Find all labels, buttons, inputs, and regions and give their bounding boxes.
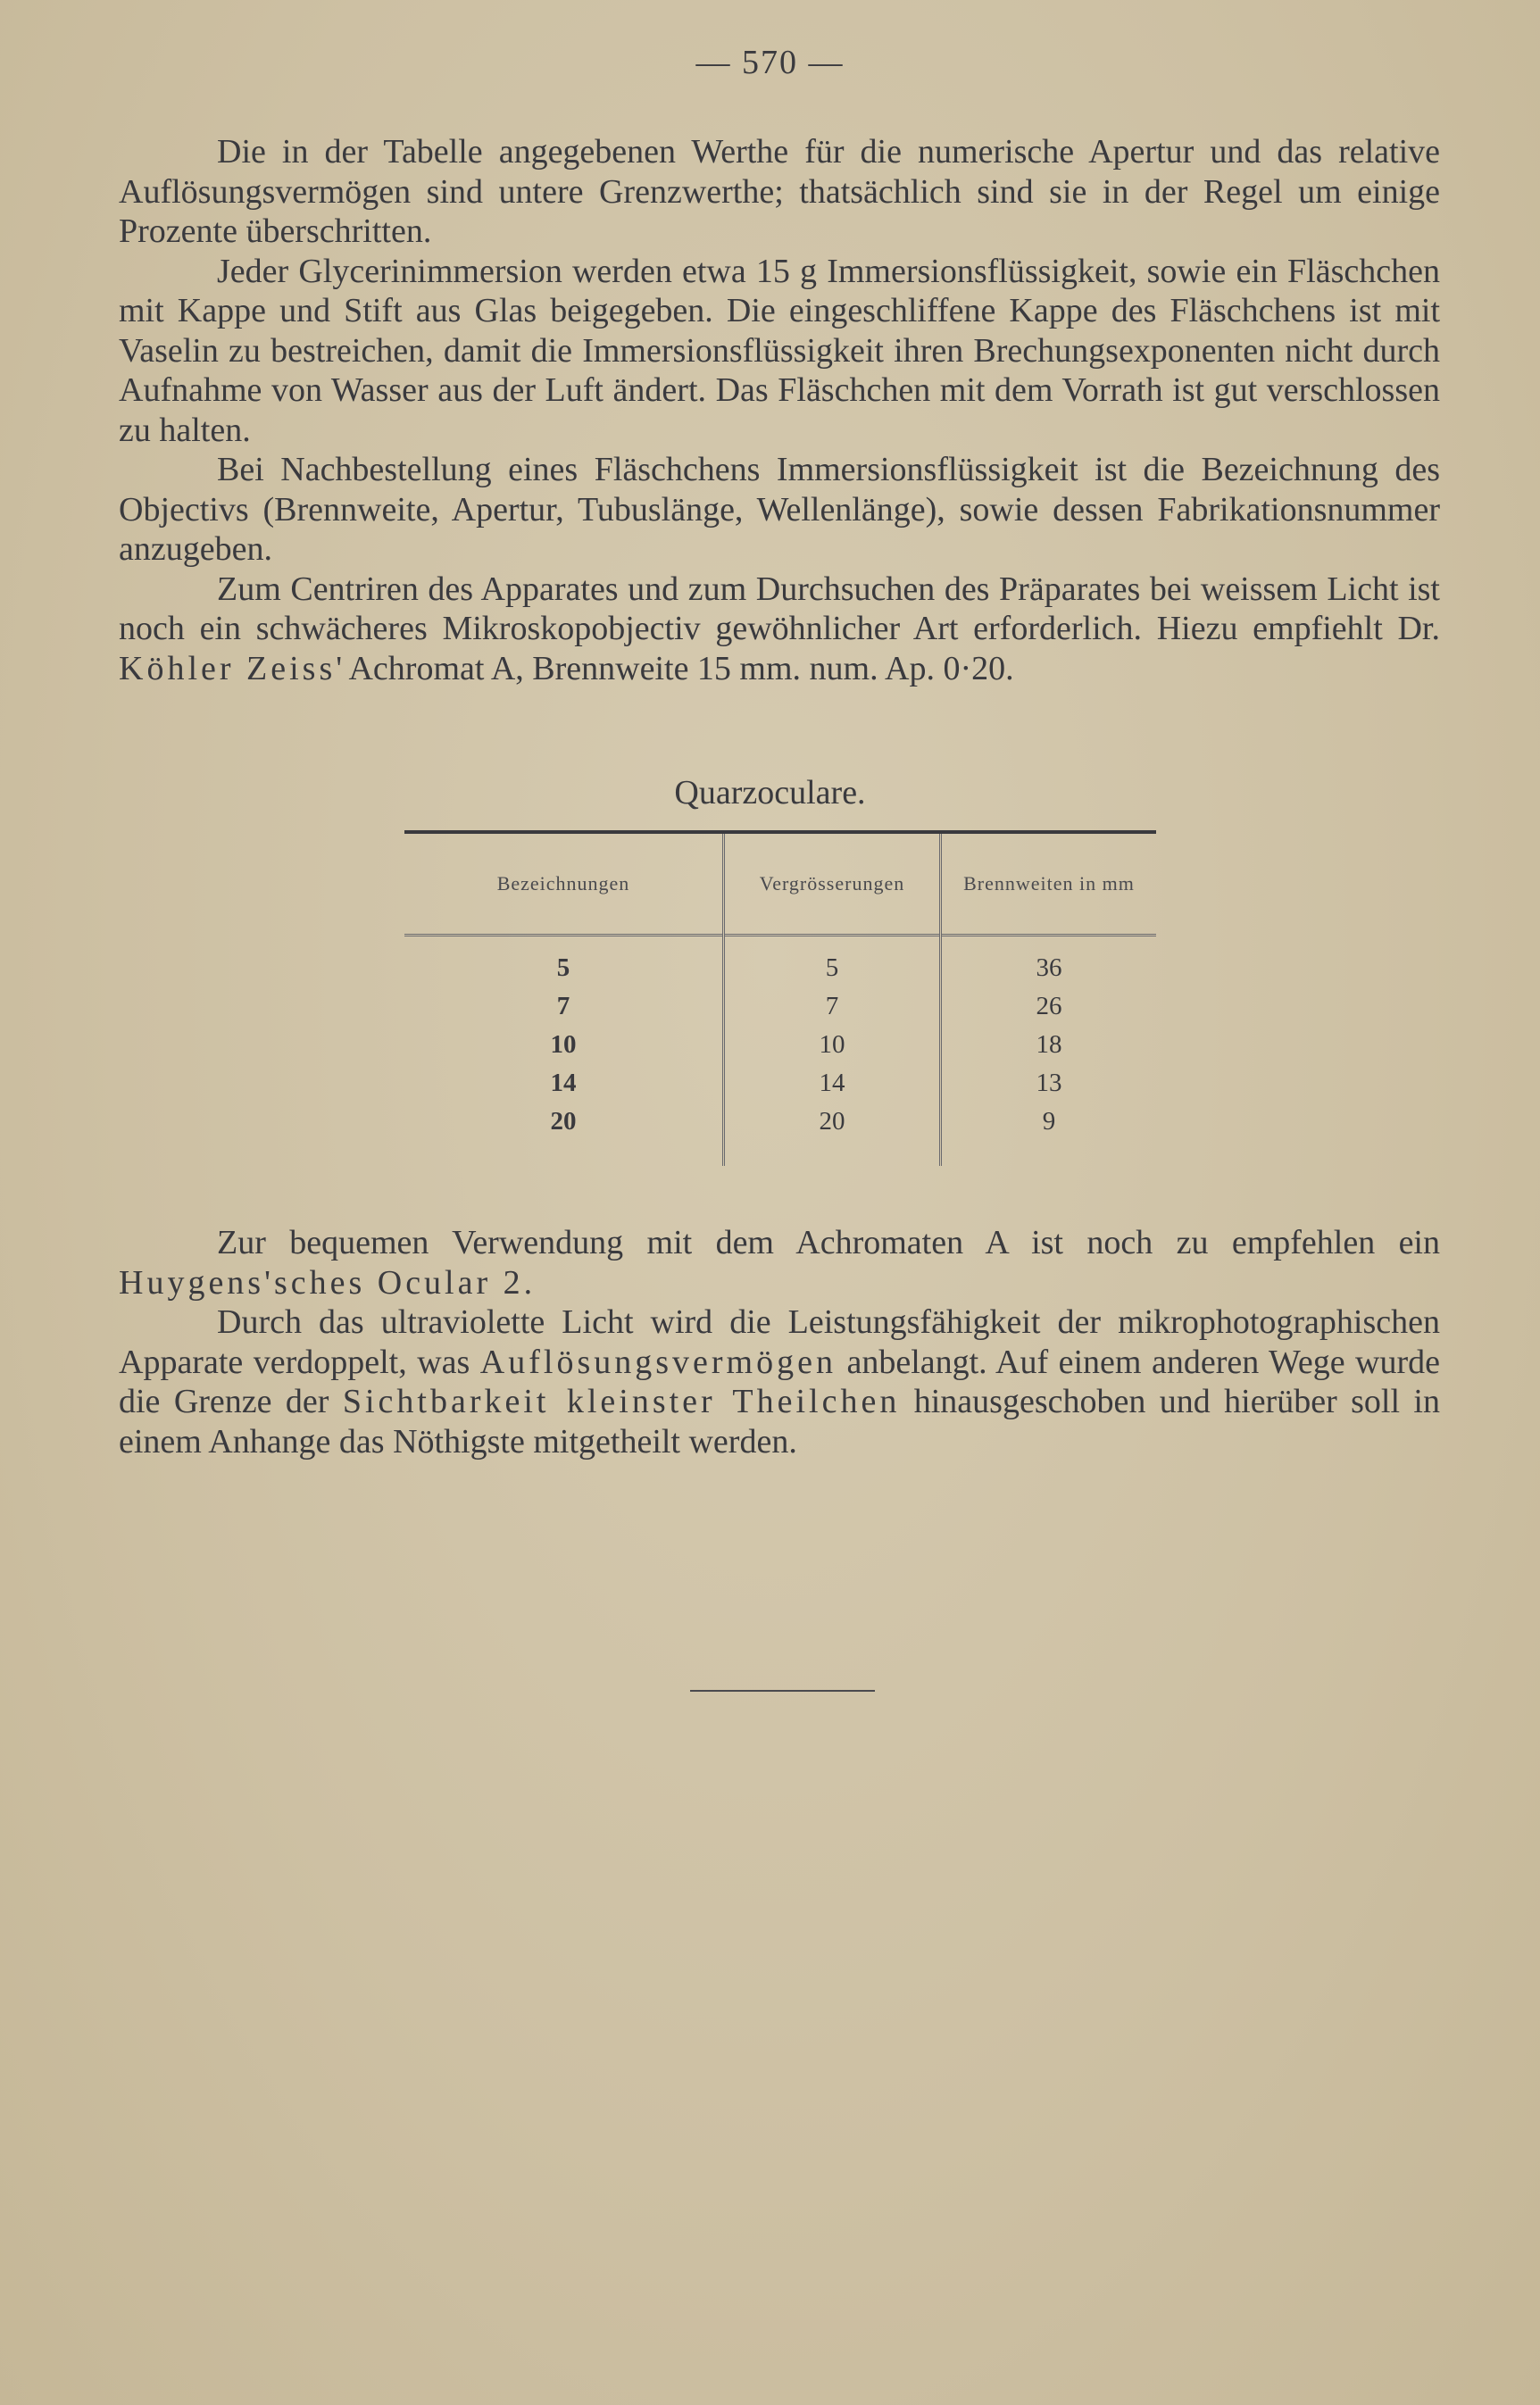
page-number: — 570 — — [695, 44, 845, 81]
column-header: Brennweiten in mm — [941, 832, 1157, 936]
table-cell: 10 — [724, 1026, 941, 1064]
paragraph-text: Zur bequemen Verwendung mit dem Achromaten A ist noch zu empfehlen ein — [217, 1224, 1440, 1261]
table-row — [404, 1064, 1156, 1103]
table-row — [404, 987, 1156, 1026]
table-cell: 26 — [941, 987, 1157, 1026]
table-cell: 20 — [724, 1103, 941, 1166]
table-cell: 13 — [941, 1064, 1157, 1103]
table-row — [404, 936, 1156, 988]
spaced-term: Huygens'sches Ocular 2. — [119, 1263, 537, 1302]
table-cell: 18 — [941, 1026, 1157, 1064]
column-header: Bezeichnungen — [496, 872, 630, 895]
paragraph-text: Zum Centriren des Apparates und zum Durchsuchen des Präparates bei weissem Licht ist noch ein schwächeres Mikroskopobjectiv gewöhnlicher Art erforderlich. Hiezu empfiehlt Dr. — [119, 570, 1440, 647]
table-header-row — [404, 832, 1156, 936]
paragraph: Bei Nachbestellung eines Fläschchens Immersionsflüssigkeit ist die Bezeichnung des Objectivs (Brennweite, Apertur, Tubuslänge, Wellenlänge), sowie dessen Fabrikationsnummer anzugeben. — [119, 451, 1440, 568]
paragraph — [119, 1223, 1440, 1302]
column-header: Vergrösserungen — [724, 832, 941, 936]
table-cell: 5 — [556, 953, 570, 982]
body-text — [119, 132, 1440, 688]
paragraph — [119, 570, 1440, 689]
author-name: Köhler Zeiss — [119, 649, 337, 687]
paragraph-text: anbelangt. Auf einem anderen Wege wurde die Grenze der — [119, 1343, 1440, 1420]
end-rule — [690, 1690, 875, 1692]
table-cell: 36 — [941, 936, 1157, 988]
paragraph-text: hinausgeschoben und hierüber soll in einem Anhange das Nöthigste mitgetheilt werden. — [119, 1383, 1440, 1460]
spaced-term: Auflösungsvermögen — [479, 1343, 837, 1381]
spaced-term: Sichtbarkeit kleinster Theilchen — [342, 1383, 901, 1420]
table-cell: 14 — [724, 1064, 941, 1103]
table-cell: 9 — [941, 1103, 1157, 1166]
eyepiece-table — [404, 830, 1156, 1166]
paragraph-text: Durch das ultraviolette Licht wird die Leistungsfähigkeit der mikrophotographischen Apparate verdoppelt, was — [119, 1303, 1440, 1381]
table-caption: Quarzoculare. — [674, 774, 866, 811]
closing-text — [119, 1223, 1440, 1461]
table-cell: 7 — [724, 987, 941, 1026]
paragraph: Die in der Tabelle angegebenen Werthe für die numerische Apertur und das relative Auflösungsvermögen sind untere Grenzwerthe; thatsächlich sind sie in der Regel um einige Prozente überschritten. — [119, 133, 1440, 250]
paragraph: Jeder Glycerinimmersion werden etwa 15 g Immersionsflüssigkeit, sowie ein Fläschchen mit Kappe und Stift aus Glas beigegeben. Die eingeschliffene Kappe des Fläschchens ist mit Vaselin zu bestreichen, damit die Immersionsflüssigkeit ihren Brechungsexponenten nicht durch Aufnahme von Wasser aus der Luft ändert. Das Fläschchen mit dem Vorrath ist gut verschlossen zu halten. — [119, 252, 1440, 449]
paragraph-text: ' Achromat A, Brennweite 15 mm. num. Ap. 0·20. — [336, 649, 1014, 687]
table-cell: 7 — [556, 992, 570, 1020]
table-row — [404, 1103, 1156, 1166]
table-cell: 20 — [550, 1107, 577, 1136]
table-cell: 5 — [724, 936, 941, 988]
table-cell: 10 — [550, 1030, 577, 1059]
table-row — [404, 1026, 1156, 1064]
table-cell: 14 — [550, 1069, 577, 1097]
paragraph — [119, 1302, 1440, 1461]
